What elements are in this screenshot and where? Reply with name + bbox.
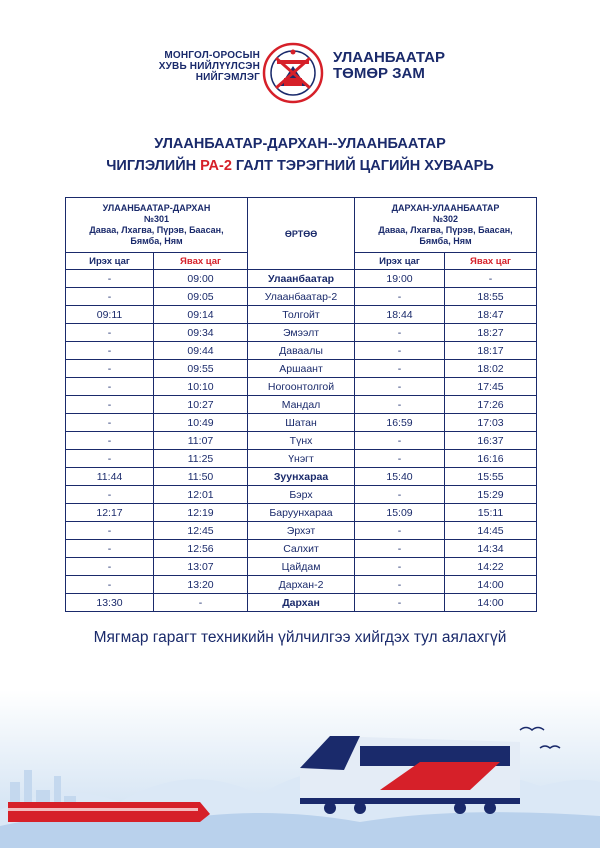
outbound-arrive-cell: - xyxy=(66,378,154,396)
return-depart-cell: 14:34 xyxy=(445,540,537,558)
outbound-direction-header xyxy=(66,198,248,253)
return-depart-cell: 18:17 xyxy=(445,342,537,360)
return-arrive-cell: - xyxy=(355,378,445,396)
return-arrive-cell: - xyxy=(355,288,445,306)
return-depart-cell: 14:00 xyxy=(445,576,537,594)
return-route: ДАРХАН-УЛААНБААТАР xyxy=(391,203,500,213)
timetable xyxy=(65,197,537,612)
return-arrive-cell: - xyxy=(355,360,445,378)
station-cell: Бэрх xyxy=(248,486,355,504)
outbound-arrive-cell: - xyxy=(66,414,154,432)
outbound-route: УЛААНБААТАР-ДАРХАН xyxy=(102,203,211,213)
return-depart-cell: 15:55 xyxy=(445,468,537,486)
timetable-body xyxy=(66,270,537,612)
station-cell: Зуунхараа xyxy=(248,468,355,486)
outbound-arrive-cell: - xyxy=(66,324,154,342)
station-cell: Эмээлт xyxy=(248,324,355,342)
outbound-arrive-cell: - xyxy=(66,576,154,594)
station-cell: Эрхэт xyxy=(248,522,355,540)
return-depart-cell: 18:47 xyxy=(445,306,537,324)
table-row xyxy=(66,522,537,540)
table-row xyxy=(66,594,537,612)
title-line-2-pre: ЧИГЛЭЛИЙН xyxy=(106,158,201,174)
outbound-train-number: №301 xyxy=(143,214,170,224)
station-cell: Ногоонтолгой xyxy=(248,378,355,396)
outbound-arrive-cell: - xyxy=(66,360,154,378)
return-direction-header xyxy=(355,198,537,253)
railway-org-name xyxy=(333,50,463,82)
return-depart-cell: 16:16 xyxy=(445,450,537,468)
table-row xyxy=(66,432,537,450)
return-arrive-cell: - xyxy=(355,432,445,450)
title-line-2 xyxy=(0,155,600,177)
station-cell: Дархан-2 xyxy=(248,576,355,594)
station-column-header: ӨРТӨӨ xyxy=(248,198,355,270)
org-left-line-1: МОНГОЛ-ОРОСЫН xyxy=(164,50,260,61)
table-row xyxy=(66,306,537,324)
org-right-line-2: ТӨМӨР ЗАМ xyxy=(333,65,425,82)
outbound-arrive-cell: 12:17 xyxy=(66,504,154,522)
return-depart-cell: 14:45 xyxy=(445,522,537,540)
outbound-days-1: Даваа, Лхагва, Пүрэв, Баасан, xyxy=(89,225,224,235)
return-arrive-cell: - xyxy=(355,324,445,342)
outbound-arrive-cell: - xyxy=(66,486,154,504)
station-cell: Толгойт xyxy=(248,306,355,324)
return-arrive-cell: 15:09 xyxy=(355,504,445,522)
outbound-depart-cell: 09:05 xyxy=(154,288,248,306)
station-cell: Даваалы xyxy=(248,342,355,360)
return-arrive-cell: 18:44 xyxy=(355,306,445,324)
train-number-accent: РА-2 xyxy=(200,158,232,174)
table-row xyxy=(66,468,537,486)
return-depart-cell: 16:37 xyxy=(445,432,537,450)
outbound-depart-cell: 12:45 xyxy=(154,522,248,540)
table-row xyxy=(66,450,537,468)
outbound-depart-cell: 09:14 xyxy=(154,306,248,324)
return-depart-cell: 18:02 xyxy=(445,360,537,378)
return-depart-cell: 15:11 xyxy=(445,504,537,522)
return-arrive-cell: 15:40 xyxy=(355,468,445,486)
return-depart-cell: - xyxy=(445,270,537,288)
outbound-depart-cell: 13:07 xyxy=(154,558,248,576)
table-row xyxy=(66,360,537,378)
table-row xyxy=(66,378,537,396)
return-arrive-cell: - xyxy=(355,594,445,612)
outbound-depart-cell: 13:20 xyxy=(154,576,248,594)
return-depart-cell: 15:29 xyxy=(445,486,537,504)
return-depart-cell: 14:00 xyxy=(445,594,537,612)
station-cell: Цайдам xyxy=(248,558,355,576)
station-cell: Салхит xyxy=(248,540,355,558)
return-depart-cell: 17:26 xyxy=(445,396,537,414)
table-row xyxy=(66,486,537,504)
outbound-depart-cell: 10:27 xyxy=(154,396,248,414)
train-illustration-icon xyxy=(0,690,600,848)
return-arrive-cell: 19:00 xyxy=(355,270,445,288)
outbound-arrive-cell: - xyxy=(66,342,154,360)
station-cell: Түнх xyxy=(248,432,355,450)
return-train-number: №302 xyxy=(432,214,459,224)
partner-org-name xyxy=(140,50,260,83)
table-row xyxy=(66,270,537,288)
outbound-depart-cell: 09:00 xyxy=(154,270,248,288)
return-days-2: Бямба, Ням xyxy=(419,236,472,246)
station-cell: Улаанбаатар xyxy=(248,270,355,288)
return-depart-cell: 18:27 xyxy=(445,324,537,342)
outbound-depart-cell: 09:34 xyxy=(154,324,248,342)
title-line-1: УЛААНБААТАР-ДАРХАН--УЛААНБААТАР xyxy=(154,136,446,152)
outbound-arrive-cell: - xyxy=(66,270,154,288)
return-arrive-cell: - xyxy=(355,342,445,360)
outbound-depart-cell: 12:01 xyxy=(154,486,248,504)
outbound-days-2: Бямба, Ням xyxy=(130,236,183,246)
page-title xyxy=(0,133,600,177)
station-cell: Улаанбаатар-2 xyxy=(248,288,355,306)
outbound-arrive-cell: - xyxy=(66,522,154,540)
outbound-depart-cell: 11:07 xyxy=(154,432,248,450)
org-right-line-1: УЛААНБААТАР xyxy=(333,49,445,66)
outbound-arrive-cell: 13:30 xyxy=(66,594,154,612)
outbound-arrive-cell: - xyxy=(66,288,154,306)
outbound-arrive-cell: - xyxy=(66,558,154,576)
return-depart-header: Явах цаг xyxy=(445,253,537,270)
outbound-depart-cell: 11:25 xyxy=(154,450,248,468)
outbound-arrive-cell: 09:11 xyxy=(66,306,154,324)
table-row xyxy=(66,396,537,414)
return-arrive-cell: 16:59 xyxy=(355,414,445,432)
return-depart-cell: 17:03 xyxy=(445,414,537,432)
outbound-arrive-cell: 11:44 xyxy=(66,468,154,486)
return-arrive-cell: - xyxy=(355,558,445,576)
outbound-arrive-cell: - xyxy=(66,432,154,450)
outbound-depart-cell: - xyxy=(154,594,248,612)
outbound-depart-cell: 12:56 xyxy=(154,540,248,558)
org-left-line-2: ХУВЬ НИЙЛҮҮЛСЭН xyxy=(158,61,260,72)
return-arrive-cell: - xyxy=(355,396,445,414)
table-row xyxy=(66,342,537,360)
table-row xyxy=(66,558,537,576)
outbound-depart-cell: 09:55 xyxy=(154,360,248,378)
outbound-depart-cell: 10:49 xyxy=(154,414,248,432)
outbound-depart-cell: 11:50 xyxy=(154,468,248,486)
header xyxy=(0,30,600,120)
outbound-arrive-cell: - xyxy=(66,540,154,558)
return-arrive-cell: - xyxy=(355,486,445,504)
return-arrive-cell: - xyxy=(355,522,445,540)
return-depart-cell: 14:22 xyxy=(445,558,537,576)
station-cell: Дархан xyxy=(248,594,355,612)
return-depart-cell: 17:45 xyxy=(445,378,537,396)
outbound-depart-header: Явах цаг xyxy=(154,253,248,270)
station-cell: Мандал xyxy=(248,396,355,414)
table-row xyxy=(66,324,537,342)
station-cell: Үнэгт xyxy=(248,450,355,468)
return-arrive-cell: - xyxy=(355,450,445,468)
table-row xyxy=(66,288,537,306)
table-row xyxy=(66,504,537,522)
station-cell: Аршаант xyxy=(248,360,355,378)
station-cell: Шатан xyxy=(248,414,355,432)
return-days-1: Даваа, Лхагва, Пүрэв, Баасан, xyxy=(378,225,513,235)
return-arrive-header: Ирэх цаг xyxy=(355,253,445,270)
service-notice: Мягмар гарагт техникийн үйлчилгээ хийгдэх тул аялахгүй xyxy=(93,629,507,646)
table-row xyxy=(66,414,537,432)
table-row xyxy=(66,540,537,558)
outbound-depart-cell: 12:19 xyxy=(154,504,248,522)
railway-logo-icon xyxy=(262,42,324,104)
outbound-depart-cell: 09:44 xyxy=(154,342,248,360)
table-row xyxy=(66,576,537,594)
outbound-arrive-cell: - xyxy=(66,450,154,468)
title-line-2-post: ГАЛТ ТЭРЭГНИЙ ЦАГИЙН ХУВААРЬ xyxy=(231,158,494,174)
return-arrive-cell: - xyxy=(355,576,445,594)
return-arrive-cell: - xyxy=(355,540,445,558)
outbound-arrive-cell: - xyxy=(66,396,154,414)
station-cell: Баруунхараа xyxy=(248,504,355,522)
outbound-arrive-header: Ирэх цаг xyxy=(66,253,154,270)
outbound-depart-cell: 10:10 xyxy=(154,378,248,396)
return-depart-cell: 18:55 xyxy=(445,288,537,306)
org-left-line-3: НИЙГЭМЛЭГ xyxy=(195,72,260,83)
